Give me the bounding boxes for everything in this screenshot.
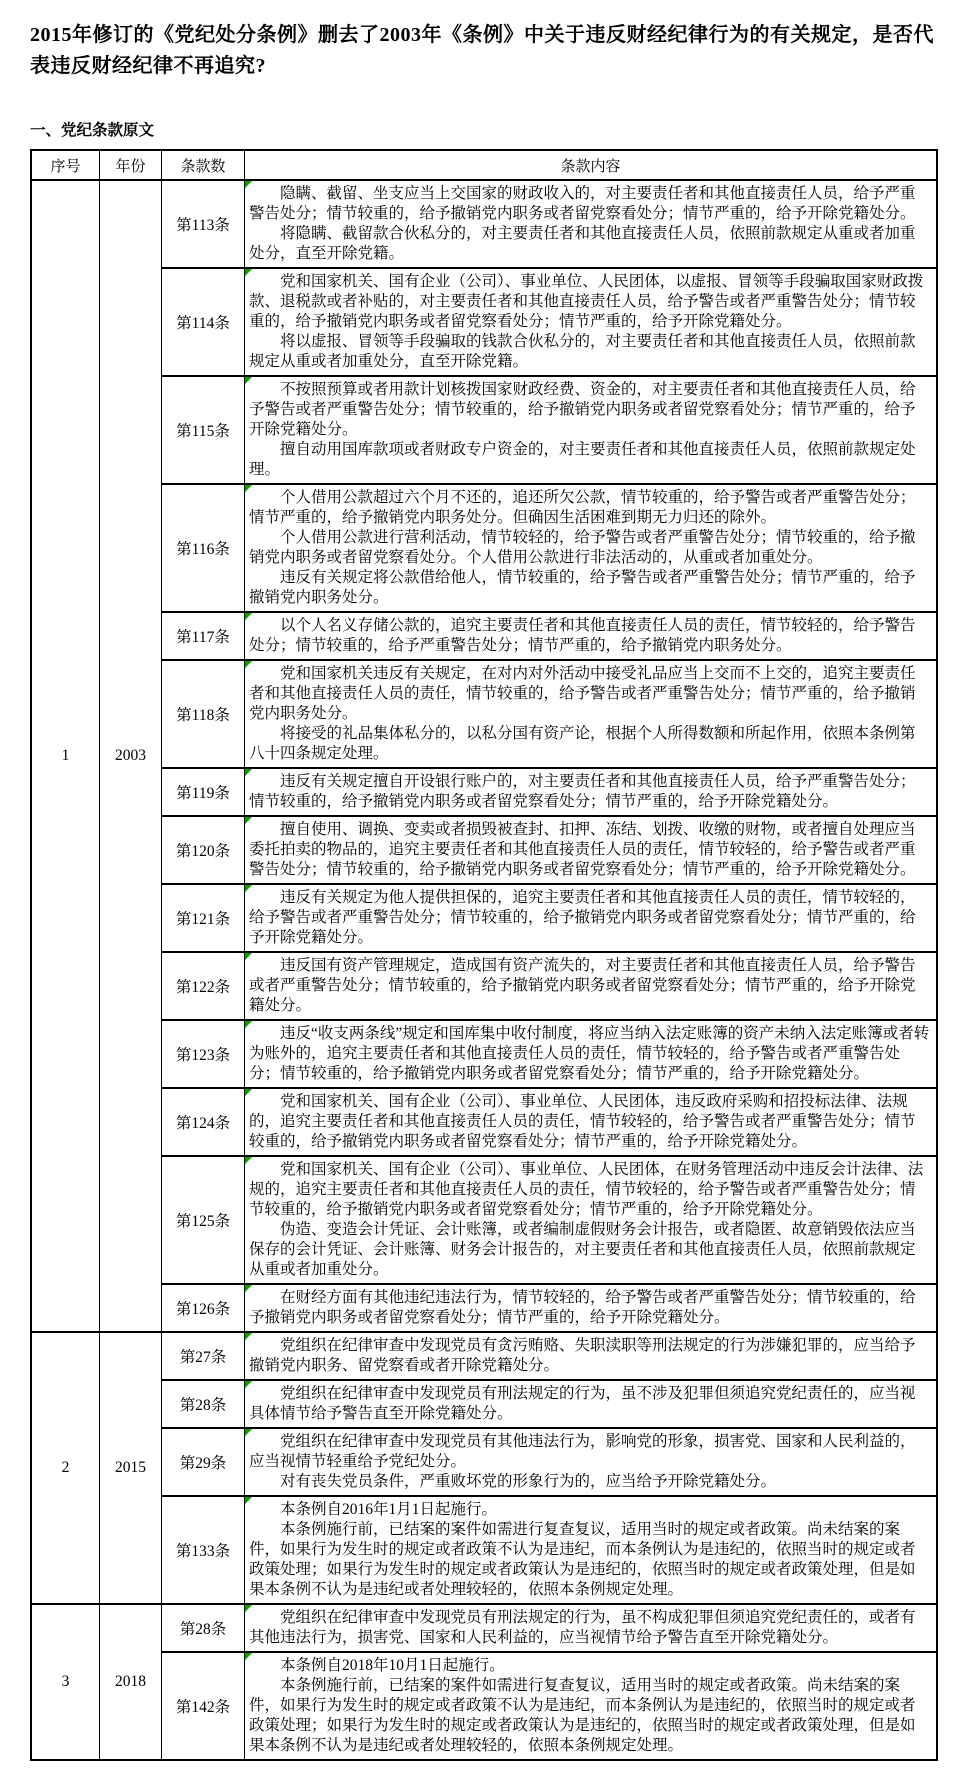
article-content-cell [245,376,938,484]
article-number-cell: 第126条 [162,1284,245,1332]
article-number-cell: 第29条 [162,1428,245,1496]
article-number-cell: 第114条 [162,268,245,376]
green-corner-marker-icon [245,953,252,960]
green-corner-marker-icon [245,817,252,824]
green-corner-marker-icon [245,1497,252,1504]
table-row [31,1020,937,1088]
article-paragraph: 本条例自2018年10月1日起施行。 [280,1657,505,1674]
article-content-cell [245,484,938,612]
page-title: 2015年修订的《党纪处分条例》删去了2003年《条例》中关于违反财经纪律行为的有关规定，是否代表违反财经纪律不再追究? [30,24,934,77]
table-row [31,1088,937,1156]
table-row [31,376,937,484]
article-number-cell: 第122条 [162,952,245,1020]
table-row [31,180,937,268]
article-paragraph: 本条例施行前，已结案的案件如需进行复查复议，适用当时的规定或者政策。尚未结案的案件，如果行为发生时的规定或者政策不认为是违纪，而本条例认为是违纪的，依照当时的规定或者政策处理；如果行为发生时的规定或者政策认为是违纪的，依照当时的规定或者政策处理，但是如果本条例不认为是违纪或者处理较轻的，依照本条例规定处理。 [249,1521,916,1598]
article-number-cell: 第113条 [162,180,245,268]
article-number-cell: 第28条 [162,1604,245,1652]
column-header-article-content: 条款内容 [245,150,938,180]
article-number-cell: 第133条 [162,1496,245,1604]
article-number-cell: 第28条 [162,1380,245,1428]
article-paragraph: 党组织在纪律审查中发现党员有贪污贿赂、失职渎职等刑法规定的行为涉嫌犯罪的，应当给予撤销党内职务、留党察看或者开除党籍处分。 [249,1337,916,1374]
article-number-cell: 第116条 [162,484,245,612]
green-corner-marker-icon [245,1021,252,1028]
green-corner-marker-icon [245,485,252,492]
table-row [31,1332,937,1380]
article-paragraph: 擅自使用、调换、变卖或者损毁被查封、扣押、冻结、划拨、收缴的财物，或者擅自处理应当委托拍卖的物品的，追究主要责任者和其他直接责任人员的责任，情节较轻的，给予警告或者严重警告处分；情节较重的，给予撤销党内职务或者留党察看处分；情节严重的，给予开除党籍处分。 [249,821,916,878]
article-number-cell: 第120条 [162,816,245,884]
table-row [31,1156,937,1284]
article-paragraph: 党组织在纪律审查中发现党员有其他违法行为，影响党的形象，损害党、国家和人民利益的，应当视情节轻重给予党纪处分。 [249,1433,916,1470]
article-paragraph: 本条例自2016年1月1日起施行。 [280,1501,498,1518]
section-heading: 一、党纪条款原文 [30,122,155,139]
article-number-cell: 第119条 [162,768,245,816]
article-content-cell [245,816,938,884]
green-corner-marker-icon [245,1157,252,1164]
article-paragraph: 将以虚报、冒领等手段骗取的钱款合伙私分的，对主要责任者和其他直接责任人员，依照前款规定从重或者加重处分，直至开除党籍。 [249,333,916,370]
article-number-cell: 第121条 [162,884,245,952]
green-corner-marker-icon [245,181,252,188]
article-paragraph: 伪造、变造会计凭证、会计账簿，或者编制虚假财务会计报告，或者隐匿、故意销毁依法应当保存的会计凭证、会计账簿、财务会计报告的，对主要责任者和其他直接责任人员，依照前款规定从重或者加重处分。 [249,1221,916,1278]
article-content-cell [245,180,938,268]
table-row [31,952,937,1020]
table-row [31,1380,937,1428]
article-content-cell [245,1380,938,1428]
article-paragraph: 个人借用公款进行营利活动，情节较轻的，给予警告或者严重警告处分；情节较重的，给予撤销党内职务或者留党察看处分。个人借用公款进行非法活动的，从重或者加重处分。 [249,529,916,566]
article-paragraph: 对有丧失党员条件，严重败坏党的形象行为的，应当给予开除党籍处分。 [280,1473,777,1490]
article-number-cell: 第123条 [162,1020,245,1088]
article-paragraph: 本条例施行前，已结案的案件如需进行复查复议，适用当时的规定或者政策。尚未结案的案件，如果行为发生时的规定或者政策不认为是违纪，而本条例认为是违纪的，依照当时的规定或者政策处理；如果行为发生时的规定或者政策认为是违纪的，依照当时的规定或者政策处理，但是如果本条例不认为是违纪或者处理较轻的，依照本条例规定处理。 [249,1677,916,1754]
article-content-cell [245,1604,938,1652]
article-number-cell: 第124条 [162,1088,245,1156]
article-paragraph: 将接受的礼品集体私分的，以私分国有资产论，根据个人所得数额和所起作用，依照本条例第八十四条规定处理。 [249,725,916,762]
table-row [31,884,937,952]
table-row [31,268,937,376]
green-corner-marker-icon [245,1285,252,1292]
article-paragraph: 以个人名义存储公款的，追究主要责任者和其他直接责任人员的责任，情节较轻的，给予警告处分；情节较重的，给予严重警告处分；情节严重的，给予撤销党内职务处分。 [249,617,916,654]
article-content-cell [245,1428,938,1496]
article-number-cell: 第115条 [162,376,245,484]
column-header-article-number: 条款数 [162,150,245,180]
article-content-cell [245,884,938,952]
table-row [31,660,937,768]
group-year-cell: 2015 [100,1332,162,1604]
article-content-cell [245,1156,938,1284]
table-row [31,1496,937,1604]
article-paragraph: 隐瞒、截留、坐支应当上交国家的财政收入的，对主要责任者和其他直接责任人员，给予严重警告处分；情节较重的，给予撤销党内职务或者留党察看处分；情节严重的，给予开除党籍处分。 [249,185,916,222]
green-corner-marker-icon [245,1381,252,1388]
article-content-cell [245,1284,938,1332]
article-paragraph: 党组织在纪律审查中发现党员有刑法规定的行为，虽不构成犯罪但须追究党纪责任的，或者有其他违法行为，损害党、国家和人民利益的，应当视情节给予警告直至开除党籍处分。 [249,1609,916,1646]
article-paragraph: 个人借用公款超过六个月不还的，追还所欠公款，情节较重的，给予警告或者严重警告处分；情节严重的，给予撤销党内职务处分。但确因生活困难到期无力归还的除外。 [249,489,916,526]
article-paragraph: 擅自动用国库款项或者财政专户资金的，对主要责任者和其他直接责任人员，依照前款规定处理。 [249,441,916,478]
green-corner-marker-icon [245,1429,252,1436]
article-number-cell: 第125条 [162,1156,245,1284]
green-corner-marker-icon [245,377,252,384]
group-year-cell: 2003 [100,180,162,1332]
table-header [31,150,937,180]
table-body [31,180,937,1760]
table-header-row [31,150,937,180]
article-number-cell: 第142条 [162,1652,245,1760]
green-corner-marker-icon [245,885,252,892]
table-row [31,1284,937,1332]
green-corner-marker-icon [245,613,252,620]
article-paragraph: 党和国家机关违反有关规定，在对内对外活动中接受礼品应当上交而不上交的，追究主要责任者和其他直接责任人员的责任，情节较重的，给予警告或者严重警告处分；情节严重的，给予撤销党内职务处分。 [249,665,916,722]
green-corner-marker-icon [245,769,252,776]
article-content-cell [245,1332,938,1380]
green-corner-marker-icon [245,1089,252,1096]
article-paragraph: 党和国家机关、国有企业（公司）、事业单位、人民团体，在财务管理活动中违反会计法律、法规的，追究主要责任者和其他直接责任人员的责任，情节较轻的，给予警告或者严重警告处分；情节较重的，给予撤销党内职务或者留党察看处分；情节严重的，给予开除党籍处分。 [249,1161,924,1218]
article-paragraph: 党和国家机关、国有企业（公司）、事业单位、人民团体，违反政府采购和招投标法律、法规的，追究主要责任者和其他直接责任人员的责任，情节较轻的，给予警告或者严重警告处分；情节较重的，给予撤销党内职务或者留党察看处分；情节严重的，给予开除党籍处分。 [249,1093,916,1150]
article-content-cell [245,952,938,1020]
table-row [31,768,937,816]
article-content-cell [245,1020,938,1088]
article-content-cell [245,768,938,816]
green-corner-marker-icon [245,1653,252,1660]
table-row [31,612,937,660]
table-row [31,1604,937,1652]
group-year-cell: 2018 [100,1604,162,1760]
article-paragraph: 党组织在纪律审查中发现党员有刑法规定的行为，虽不涉及犯罪但须追究党纪责任的，应当视具体情节给予警告直至开除党籍处分。 [249,1385,916,1422]
table-row [31,1652,937,1760]
article-paragraph: 党和国家机关、国有企业（公司）、事业单位、人民团体，以虚报、冒领等手段骗取国家财政拨款、退税款或者补贴的，对主要责任者和其他直接责任人员，给予警告或者严重警告处分；情节较重的，给予撤销党内职务或者留党察看处分；情节严重的，给予开除党籍处分。 [249,273,924,330]
article-paragraph: 违反有关规定擅自开设银行账户的，对主要责任者和其他直接责任人员，给予严重警告处分；情节较重的，给予撤销党内职务或者留党察看处分；情节严重的，给予开除党籍处分。 [249,773,916,810]
article-paragraph: 将隐瞒、截留款合伙私分的，对主要责任者和其他直接责任人员，依照前款规定从重或者加重处分，直至开除党籍。 [249,225,916,262]
group-index-cell: 2 [31,1332,100,1604]
article-number-cell: 第118条 [162,660,245,768]
table-row [31,1428,937,1496]
table-row [31,484,937,612]
column-header-index: 序号 [31,150,100,180]
article-content-cell [245,612,938,660]
article-paragraph: 在财经方面有其他违纪违法行为，情节较轻的，给予警告或者严重警告处分；情节较重的，给予撤销党内职务或者留党察看处分；情节严重的，给予开除党籍处分。 [249,1289,916,1326]
article-content-cell [245,1496,938,1604]
column-header-year: 年份 [100,150,162,180]
group-index-cell: 3 [31,1604,100,1760]
article-content-cell [245,268,938,376]
article-paragraph: 违反有关规定将公款借给他人，情节较重的，给予警告或者严重警告处分；情节严重的，给予撤销党内职务处分。 [249,569,916,606]
article-paragraph: 违反“收支两条线”规定和国库集中收付制度，将应当纳入法定账簿的资产未纳入法定账簿或者转为账外的，追究主要责任者和其他直接责任人员的责任，情节较轻的，给予警告或者严重警告处分；情节较重的，给予撤销党内职务或者留党察看处分；情节严重的，给予开除党籍处分。 [249,1025,930,1082]
article-number-cell: 第27条 [162,1332,245,1380]
article-number-cell: 第117条 [162,612,245,660]
green-corner-marker-icon [245,661,252,668]
green-corner-marker-icon [245,269,252,276]
green-corner-marker-icon [245,1605,252,1612]
green-corner-marker-icon [245,1333,252,1340]
group-index-cell: 1 [31,180,100,1332]
article-content-cell [245,1088,938,1156]
article-content-cell [245,660,938,768]
regulations-table [30,149,938,1761]
article-paragraph: 违反国有资产管理规定，造成国有资产流失的，对主要责任者和其他直接责任人员，给予警告或者严重警告处分；情节较重的，给予撤销党内职务或者留党察看处分；情节严重的，给予开除党籍处分。 [249,957,916,1014]
article-content-cell [245,1652,938,1760]
table-row [31,816,937,884]
article-paragraph: 不按照预算或者用款计划核拨国家财政经费、资金的，对主要责任者和其他直接责任人员，给予警告或者严重警告处分；情节较重的，给予撤销党内职务或者留党察看处分；情节严重的，给予开除党籍处分。 [249,381,916,438]
article-paragraph: 违反有关规定为他人提供担保的，追究主要责任者和其他直接责任人员的责任，情节较轻的，给予警告或者严重警告处分；情节较重的，给予撤销党内职务或者留党察看处分；情节严重的，给予开除党籍处分。 [249,889,916,946]
